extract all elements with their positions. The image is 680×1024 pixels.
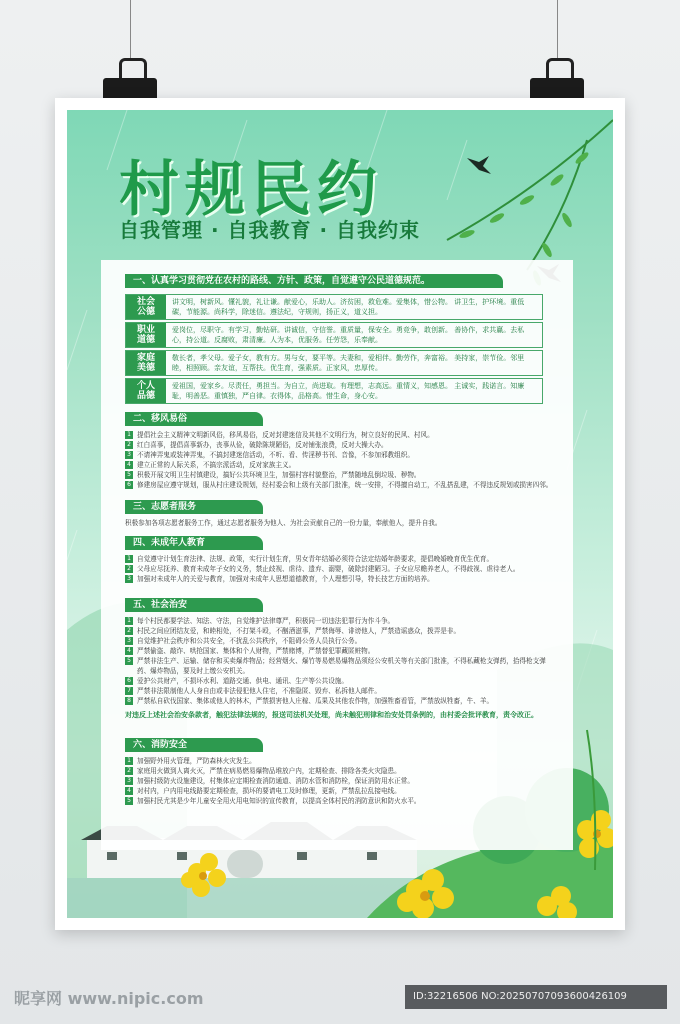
list-item: 6 修建房屋应遵守规划，服从村庄建设规划，经村委会和上级有关部门批准，统一安排，不得擅自动工，不乱搭乱建，不得违反规划或损害四邻。 [125,480,553,490]
list-item: 4 严禁偷盗、敲诈、哄抢国家、集体和个人财物，严禁赌博，严禁替犯罪藏匿赃物。 [125,646,553,656]
list-item: 1 每个村民都要学法、知法、守法，自觉维护法律尊严，积极同一切违法犯罪行为作斗争。 [125,616,553,626]
image-id-bar: ID:32216506 NO:20250707093600426109 [405,985,667,1009]
swallow-icon [467,156,491,174]
virtue-text: 爱岗位，尽职守。有学习，勤钻研。讲诚信，守信誉。重质量，保安全。勇竞争，敢创新。 善协作，求共赢。去私心，持公道。反腐败，肃清廉。人为本，优服务。任劳怨，乐奉献。 [172,326,525,344]
list-item: 5 严禁非法生产、运输、储存和买卖爆炸物品；经营烟火、爆竹等易燃易爆物品须经公安机关等有关部门批准，不得私藏枪支弹药，拾得枪支弹药、爆炸物品，要及时上缴公安机关。 [125,656,553,676]
list-item: 5 积极开展文明卫生村镇建设，搞好公共环境卫生，加强村容村貌整治，严禁随地乱倒垃圾、秽物。 [125,470,553,480]
section-1-heading: 一、认真学习贯彻党在农村的路线、方针、政策，自觉遵守公民道德规范。 [125,274,503,288]
virtue-label: 个人 品德 [126,379,166,403]
list-item: 8 严禁私自砍伐国家、集体或他人的林木，严禁损害他人庄稼、瓜果及其他农作物，加强牲畜看管，严禁放纵牲畜，牛、羊。 [125,696,553,706]
virtue-text: 爱祖国，爱家乡。尽责任，勇担当。为自立，尚进取。有理想，志高远。重情义，知感恩。 主诚实，践诺言。知廉耻，明善恶。重慎独，严自律。衣得体，品格高。惜生命，身心安。 [172,382,525,400]
section-5-note: 对违反上述社会治安条款者，触犯法律法规的，报送司法机关处理，尚未触犯刑律和治安处罚条例的，由村委会批评教育，责令改正。 [125,711,538,719]
poster [55,98,625,930]
site-watermark: 昵享网 www.nipic.com [14,989,204,1008]
page-title: 村规民约 [119,155,383,225]
section-3-text: 积极参加各项志愿者服务工作，通过志愿者服务为他人、为社会贡献自己的一份力量，奉献他人，提升自我。 [125,519,442,527]
list-item: 3 自觉维护社会秩序和公共安全，不扰乱公共秩序，不阻碍公务人员执行公务。 [125,636,553,646]
section-5-list [125,616,553,706]
list-item: 2 红白喜事，提倡喜事新办，丧事从俭，破除陈规陋俗，反对铺张浪费，反对大操大办。 [125,440,553,450]
list-item: 3 加强对未成年人的关爱与教育，加强对未成年人思想道德教育，个人理想引导，特长技艺方面的培养。 [125,574,553,584]
hanging-string-right [557,0,558,58]
section-4-heading: 四、未成年人教育 [125,536,263,550]
content-panel [101,260,573,850]
section-6-heading: 六、消防安全 [125,738,263,752]
virtue-row [125,294,543,320]
virtue-row [125,322,543,348]
list-item: 7 严禁非法限制他人人身自由或非法侵犯他人住宅，不准隐匿、毁弃、私拆他人邮件。 [125,686,553,696]
virtue-text: 讲文明，树新风。懂礼貌，礼让谦。献爱心，乐助人。济贫困，救危难。爱集体，惜公物。 讲卫生，护环境。重低碳，节能源。尚科学，除迷信。遵法纪，守规则，扬正义，道义担。 [172,298,525,316]
list-item: 1 自觉遵守计划生育法律、法规、政策，实行计划生育，男女青年结婚必须符合法定结婚年龄要求，提倡晚婚晚育优生优育。 [125,554,553,564]
section-3-heading: 三、志愿者服务 [125,500,263,514]
section-5-heading: 五、社会治安 [125,598,263,612]
virtue-label: 家庭 美德 [126,351,166,375]
list-item: 5 加强村民尤其是少年儿童安全用火用电知识的宣传教育，以提高全体村民的消防意识和防火水平。 [125,796,553,806]
hanging-string-left [130,0,131,58]
section-4-list [125,554,553,584]
section-6-list [125,756,553,806]
list-item: 3 不请神弄鬼或装神弄鬼，不搞封建迷信活动，不听、看、传淫秽书刊、音像，不参加邪教组织。 [125,450,553,460]
virtue-label: 社会 公德 [126,295,166,319]
section-2-list [125,430,553,490]
list-item: 3 加强村级防火设施建设，村集体应定期检查消防通道、消防水管和消防栓，保证消防用水正常。 [125,776,553,786]
list-item: 2 村民之间应团结友爱，和睦相处，不打架斗殴，不酗酒滋事，严禁侮辱、诽谤他人，严禁造谣惑众，拨弄是非。 [125,626,553,636]
section-2-heading: 二、移风易俗 [125,412,263,426]
virtue-row [125,378,543,404]
virtue-row [125,350,543,376]
list-item: 2 家庭用火做到人离火灭，严禁在病易燃易爆物品堆放户内，定期检查、排除各类火灾隐患。 [125,766,553,776]
list-item: 6 爱护公共财产，不损坏水利、道路交通、供电、通讯、生产等公共设施。 [125,676,553,686]
list-item: 1 加强野外用火管理，严防森林火灾发生。 [125,756,553,766]
virtue-label: 职业 道德 [126,323,166,347]
page-subtitle: 自我管理 · 自我教育 · 自我约束 [119,218,421,242]
virtue-text: 敬长者，孝父母。爱子女，教有方。男与女，要平等。夫妻和，爱相伴。勤劳作，奔富裕。 美持家，崇节俭。邻里睦，相照顾。亲友谊，互帮扶。优生育，强素质。正家风，忠厚传。 [172,354,525,372]
list-item: 1 提倡社会主义精神文明新风俗，移风易俗，反对封建迷信及其他不文明行为，树立良好的民风、村风。 [125,430,553,440]
poster-artwork [67,110,613,918]
list-item: 4 对村内，户内用电线路要定期检查，损坏的要请电工及时修理，更新，严禁乱拉乱接电线。 [125,786,553,796]
list-item: 2 父母应尽抚养、教育未成年子女的义务，禁止歧视、虐待、遗弃、溺婴，破除封建陋习。子女应尽赡养老人，不得歧视、虐待老人。 [125,564,553,574]
willow-branch-icon [447,120,613,270]
list-item: 4 建立正常的人际关系，不搞宗派活动，反对家族主义。 [125,460,553,470]
